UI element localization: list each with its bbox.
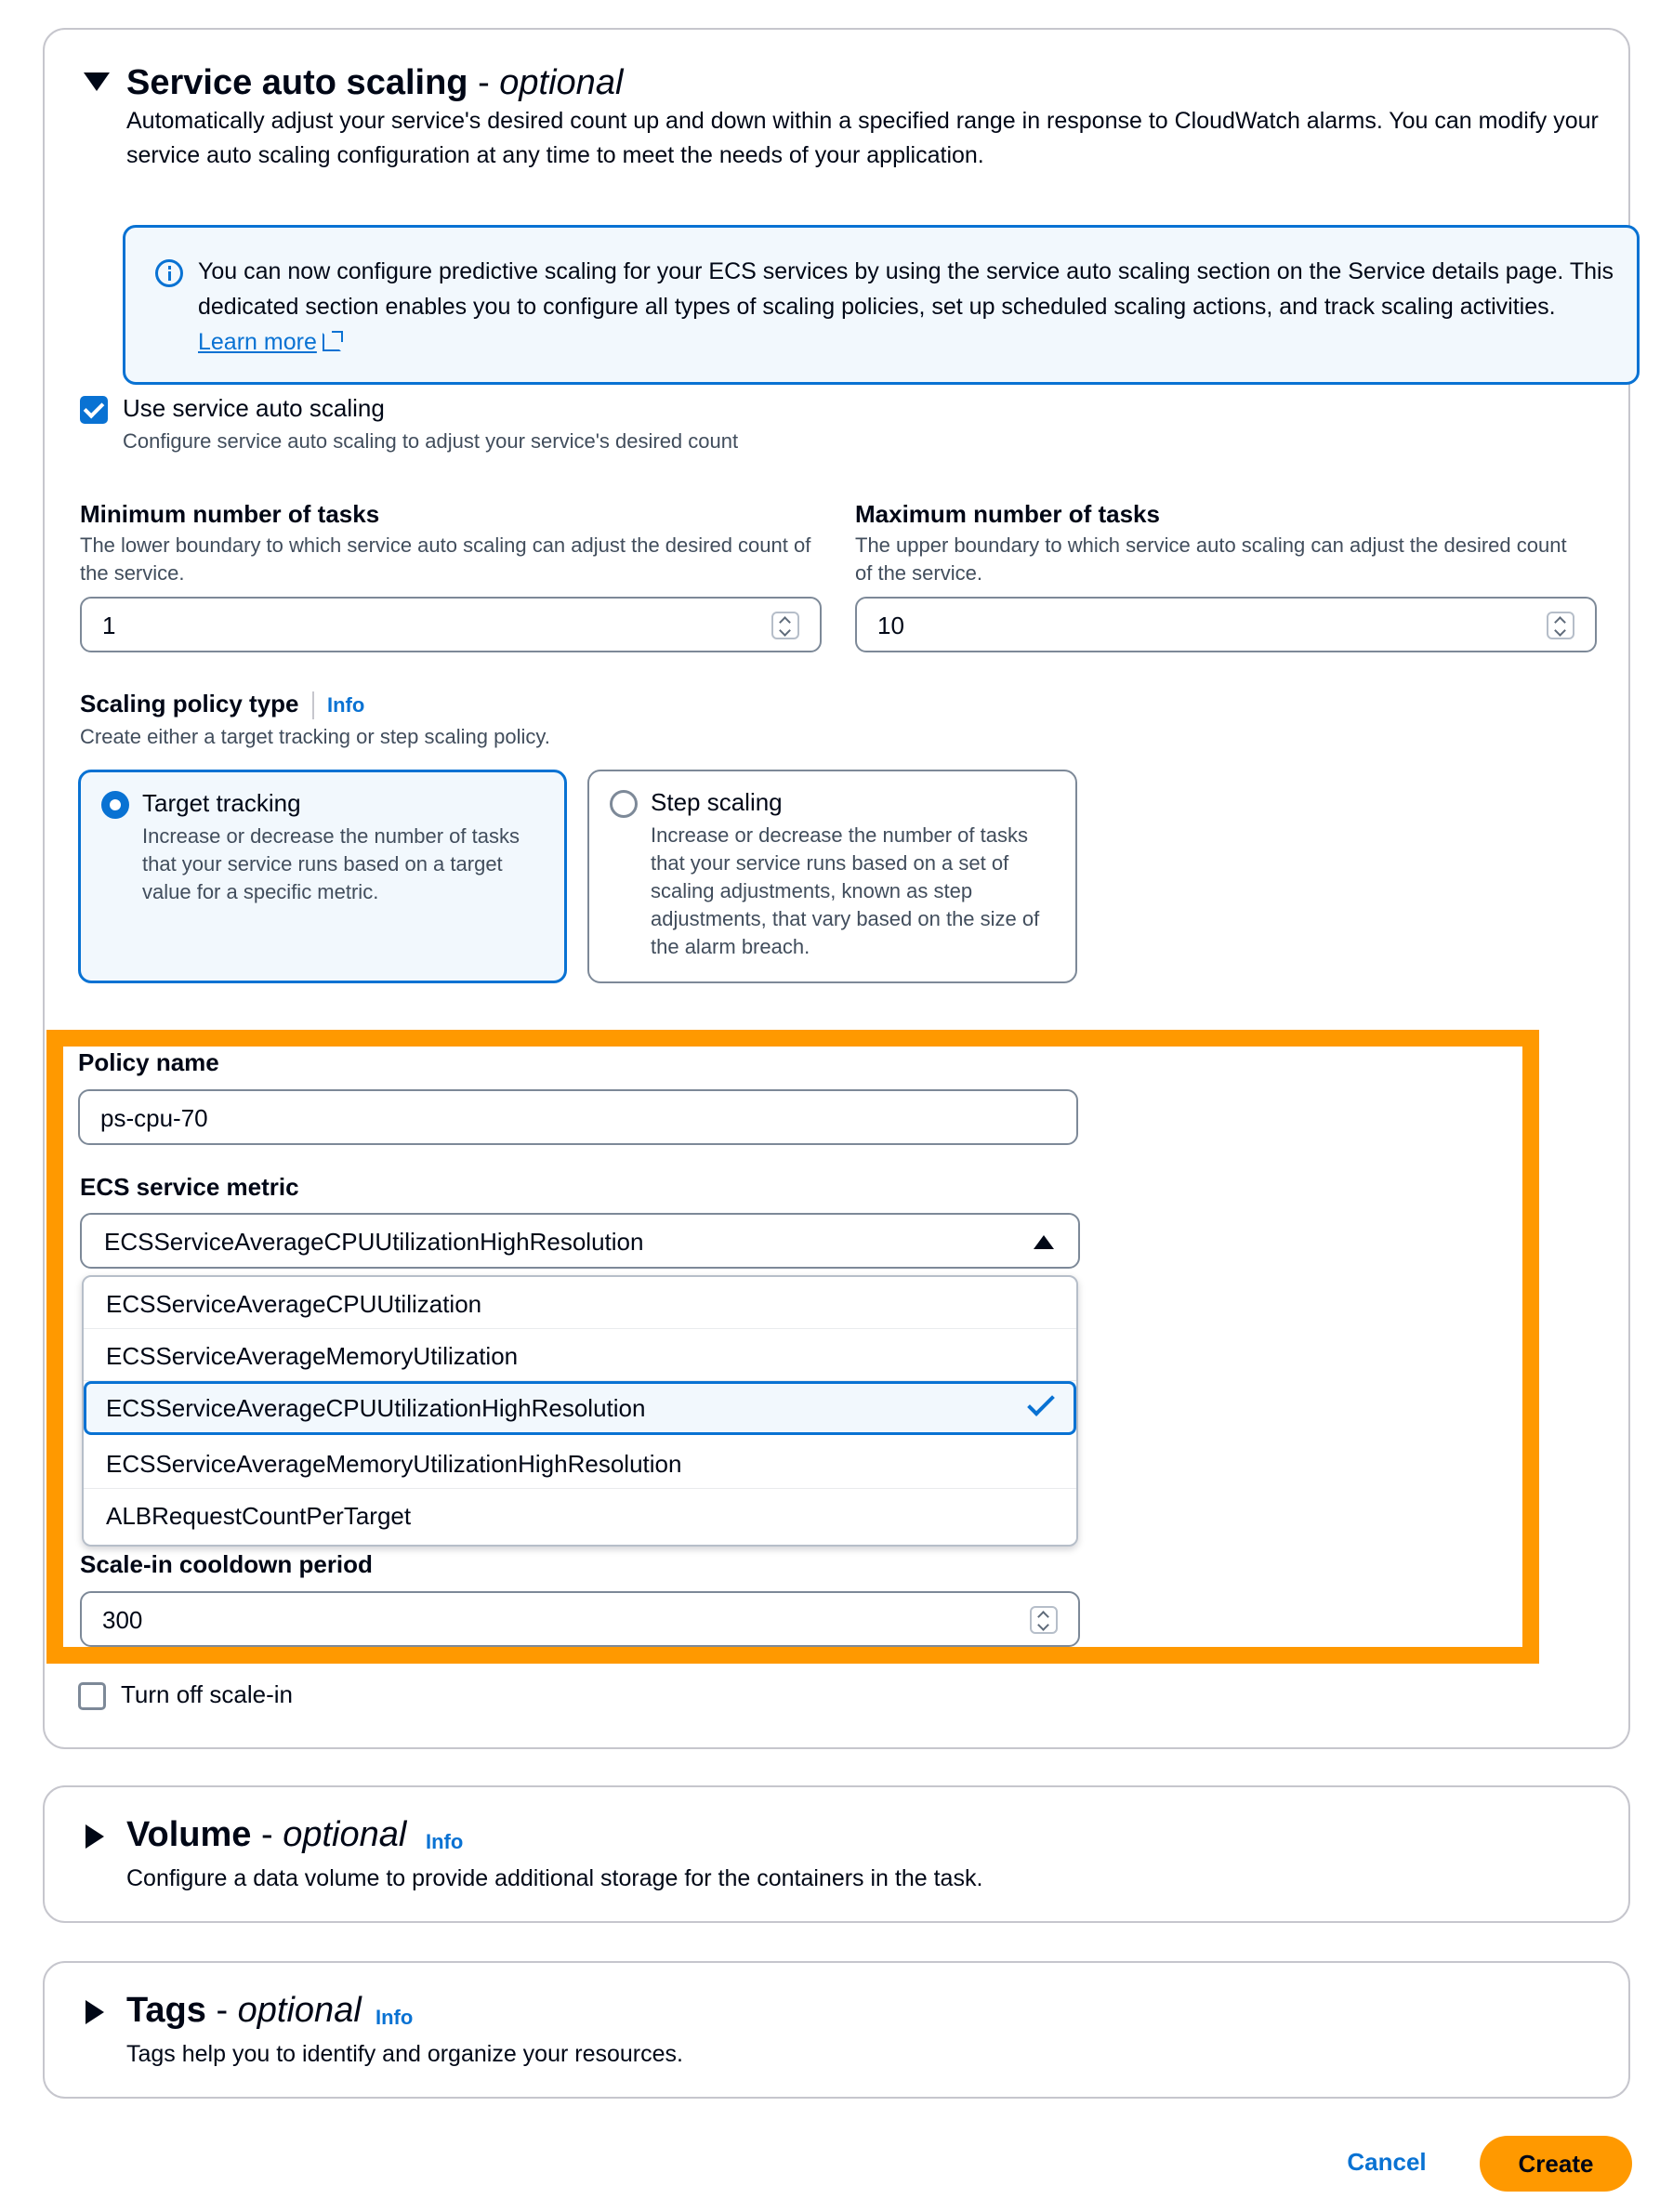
volume-panel <box>43 1785 1630 1923</box>
info-alert <box>123 225 1640 385</box>
metric-select[interactable] <box>80 1213 1080 1269</box>
optional-label: optional <box>237 1991 362 2030</box>
min-tasks-input[interactable] <box>80 597 822 652</box>
metric-option-label: ECSServiceAverageCPUUtilizationHighResolution <box>106 1394 646 1422</box>
metric-option[interactable] <box>84 1437 1076 1489</box>
collapse-caret-icon[interactable] <box>84 72 110 91</box>
tags-title[interactable] <box>126 1991 362 2031</box>
volume-info-link[interactable]: Info <box>426 1830 464 1853</box>
use-auto-scaling-checkbox[interactable] <box>80 396 108 424</box>
turn-off-scale-in-label[interactable]: Turn off scale-in <box>121 1680 293 1708</box>
policy-type-description: Create either a target tracking or step scaling policy. <box>80 725 550 748</box>
learn-more-link[interactable]: Learn more <box>198 329 317 355</box>
metric-label: ECS service metric <box>80 1173 299 1201</box>
step-scaling-tile[interactable] <box>587 770 1077 983</box>
expand-caret-icon[interactable] <box>86 1824 104 1849</box>
target-tracking-title: Target tracking <box>142 789 301 817</box>
metric-option-label: ECSServiceAverageMemoryUtilizationHighResolution <box>106 1450 682 1478</box>
use-auto-scaling-description: Configure service auto scaling to adjust your service's desired count <box>123 429 739 453</box>
policy-type-label: Scaling policy type <box>80 690 299 718</box>
volume-title-text: Volume <box>126 1815 252 1854</box>
metric-option-label: ECSServiceAverageMemoryUtilization <box>106 1342 519 1370</box>
section-title[interactable] <box>126 63 623 103</box>
policy-name-label: Policy name <box>78 1048 219 1076</box>
optional-label: optional <box>499 63 624 102</box>
stepper-icon[interactable] <box>771 612 799 639</box>
tags-description: Tags help you to identify and organize your resources. <box>126 2041 683 2067</box>
title-dash: - <box>216 1991 229 2030</box>
metric-option[interactable] <box>84 1277 1076 1329</box>
volume-description: Configure a data volume to provide additional storage for the containers in the task. <box>126 1865 983 1891</box>
step-scaling-title: Step scaling <box>651 788 783 816</box>
step-scaling-description: Increase or decrease the number of tasks that your service runs based on a set of scaling adjustments, known as step adjustments, that vary based on the size of the alarm breach. <box>651 823 1040 958</box>
target-tracking-description: Increase or decrease the number of tasks that your service runs based on a target value for a specific metric. <box>142 824 520 903</box>
turn-off-scale-in-checkbox[interactable] <box>78 1682 106 1710</box>
alert-text <box>198 254 1620 360</box>
tags-title-text: Tags <box>126 1991 206 2030</box>
scale-in-cooldown-label: Scale-in cooldown period <box>80 1550 373 1578</box>
external-link-icon <box>323 333 341 351</box>
step-scaling-radio[interactable] <box>610 790 638 818</box>
volume-title[interactable] <box>126 1815 406 1855</box>
metric-option-selected[interactable] <box>84 1381 1076 1435</box>
metric-selected-value: ECSServiceAverageCPUUtilizationHighResolution <box>104 1228 644 1256</box>
tags-panel <box>43 1961 1630 2099</box>
scale-in-cooldown-value: 300 <box>102 1606 143 1634</box>
check-icon <box>1027 1389 1055 1416</box>
policy-type-info-link[interactable]: Info <box>327 693 365 717</box>
policy-name-input[interactable] <box>78 1089 1078 1145</box>
max-tasks-label: Maximum number of tasks <box>855 500 1160 528</box>
max-tasks-input[interactable] <box>855 597 1597 652</box>
section-description: Automatically adjust your service's desired count up and down within a specified range in response to CloudWatch alarms. You can modify your service auto scaling configuration at any time to meet the needs of your application. <box>126 108 1599 168</box>
max-tasks-value: 10 <box>877 612 904 639</box>
expand-caret-icon[interactable] <box>86 2000 104 2024</box>
metric-option-label: ALBRequestCountPerTarget <box>106 1502 412 1530</box>
title-dash: - <box>261 1815 273 1854</box>
metric-option[interactable] <box>84 1329 1076 1381</box>
caret-up-icon <box>1034 1235 1054 1249</box>
use-auto-scaling-label[interactable]: Use service auto scaling <box>123 394 385 422</box>
tags-info-link[interactable]: Info <box>375 2006 414 2029</box>
optional-label: optional <box>283 1815 407 1854</box>
min-tasks-value: 1 <box>102 612 116 639</box>
cancel-button[interactable]: Cancel <box>1347 2148 1427 2176</box>
stepper-icon[interactable] <box>1030 1606 1058 1634</box>
metric-option[interactable] <box>84 1489 1076 1541</box>
max-tasks-description: The upper boundary to which service auto scaling can adjust the desired count of the service. <box>855 533 1567 585</box>
target-tracking-radio[interactable] <box>101 791 129 819</box>
create-button[interactable]: Create <box>1480 2136 1632 2192</box>
scale-in-cooldown-input[interactable] <box>80 1591 1080 1647</box>
title-dash: - <box>478 63 490 102</box>
info-circle-icon <box>155 259 183 287</box>
label-divider <box>312 691 314 719</box>
min-tasks-label: Minimum number of tasks <box>80 500 380 528</box>
alert-message: You can now configure predictive scaling for your ECS services by using the service auto scaling section on the Service details page. This dedicated section enables you to configure all types of scaling policies, set up scheduled scaling actions, and track scaling activities. <box>198 258 1614 320</box>
metric-dropdown-list <box>82 1275 1078 1547</box>
metric-option-label: ECSServiceAverageCPUUtilization <box>106 1290 482 1318</box>
stepper-icon[interactable] <box>1547 612 1574 639</box>
min-tasks-description: The lower boundary to which service auto scaling can adjust the desired count of the service. <box>80 533 811 585</box>
section-title-text: Service auto scaling <box>126 63 468 102</box>
target-tracking-tile[interactable] <box>78 770 567 983</box>
policy-name-value: ps-cpu-70 <box>100 1104 208 1132</box>
